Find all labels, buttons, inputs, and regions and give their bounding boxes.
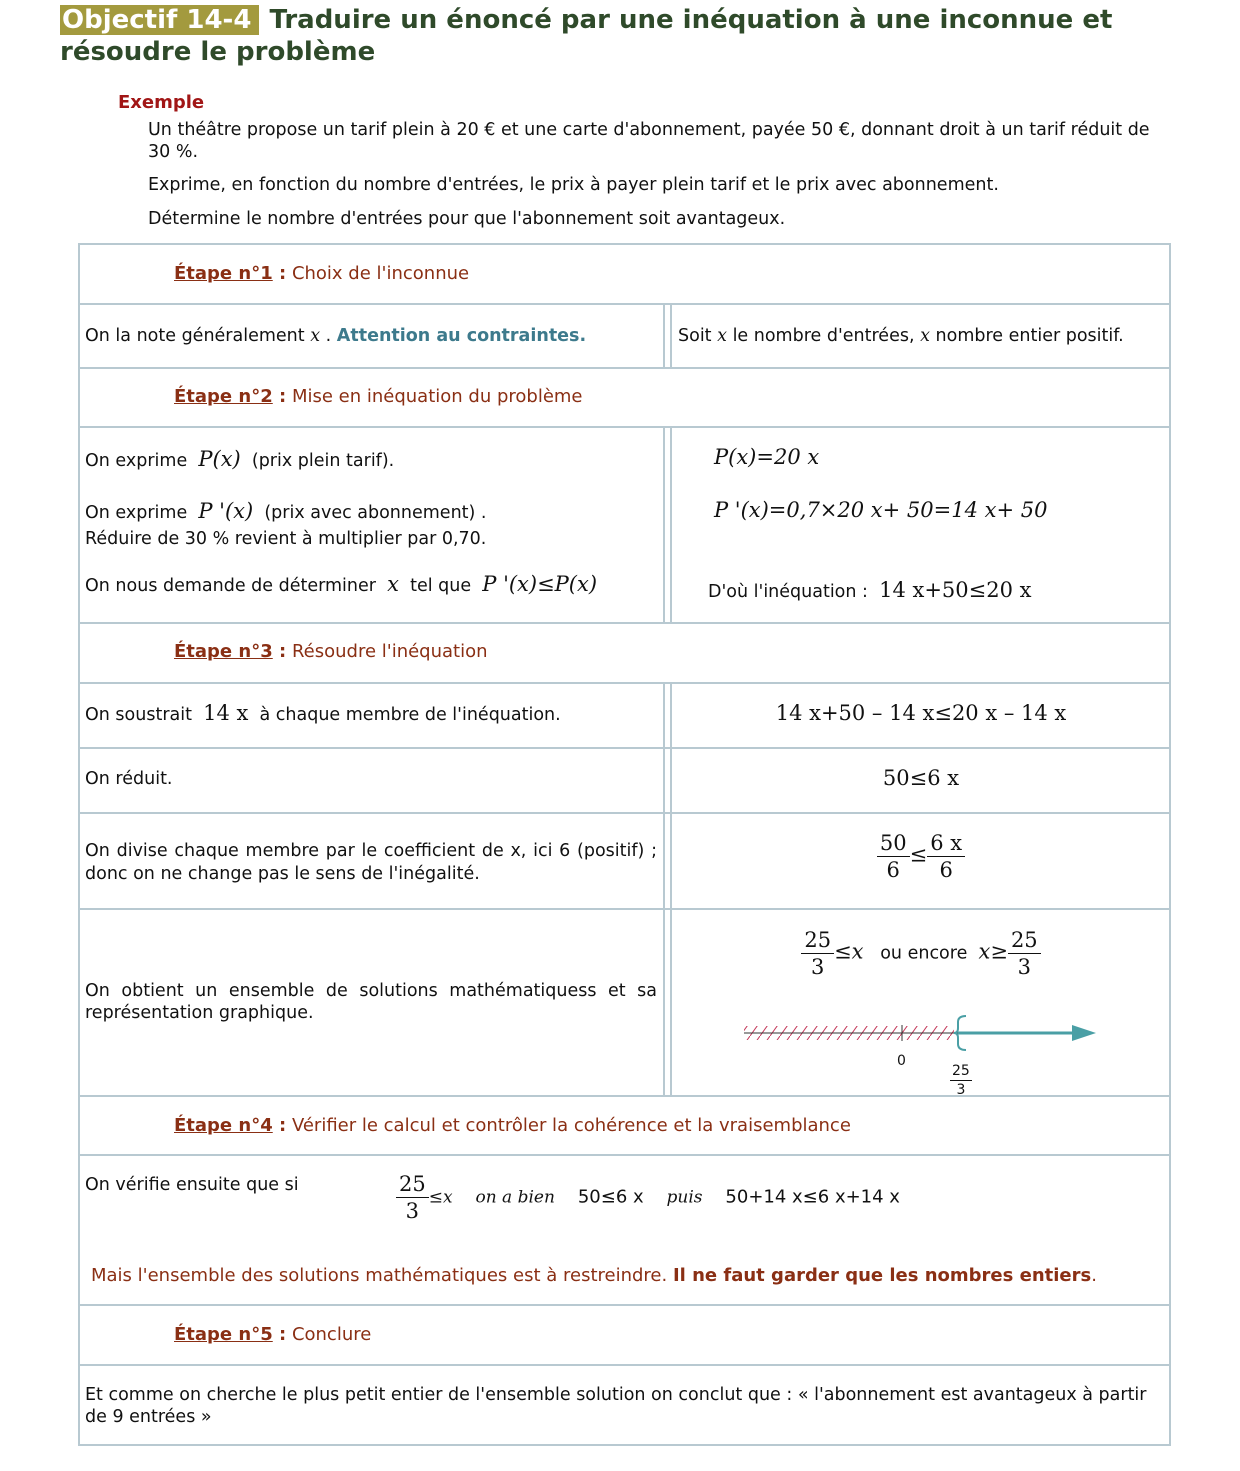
resulting-inequation: D'où l'inéquation : 14 x+50≤20 x (708, 578, 1032, 602)
row-divider (80, 1154, 1169, 1156)
arrow-head (1072, 1025, 1096, 1041)
column-divider (663, 303, 672, 367)
conclusion-text: Et comme on cherche le plus petit entier de l'ensemble solution on conclut que : « l'abonnement est avantageux à partir de 9 entrées » (85, 1385, 1147, 1427)
full-price-formula: P(x)=20 x (714, 445, 820, 469)
zero-label: 0 (897, 1053, 906, 1069)
example-paragraph-3: Détermine le nombre d'entrées pour que l'abonnement soit avantageux. (148, 209, 786, 229)
row-divider (80, 367, 1169, 369)
subtract-step-formula: 14 x+50 – 14 x≤20 x – 14 x (775, 701, 1067, 725)
unknown-choice-left: On la note généralement x . Attention au contraintes. (85, 326, 587, 346)
step-4-heading: Étape n°4 : Vérifier le calcul et contrôler la cohérence et la vraisemblance (174, 1115, 851, 1136)
page-title (60, 4, 1210, 68)
restriction-note: Mais l'ensemble des solutions mathématiques est à restreindre. Il ne faut garder que les nombres entiers. (91, 1265, 1097, 1286)
inequation-request: On nous demande de déterminer x tel que P '(x)≤P(x) (85, 572, 598, 596)
verify-text: On vérifie ensuite que si (85, 1175, 299, 1195)
example-paragraph-2: Exprime, en fonction du nombre d'entrées, le prix à payer plein tarif et le prix avec abonnement. (148, 175, 999, 195)
row-divider (80, 682, 1169, 684)
title-text: Traduire un énoncé par une inéquation à une inconnue et résoudre le problème (60, 5, 1113, 67)
divide-step-text: On divise chaque membre par le coefficient de x, ici 6 (positif) ; donc on ne change pas le sens de l'inégalité. (85, 841, 657, 884)
reduce-step-text: On réduit. (85, 769, 173, 789)
solution-table (78, 243, 1171, 1446)
step-1-heading: Étape n°1 : Choix de l'inconnue (174, 263, 470, 284)
step-5-heading: Étape n°5 : Conclure (174, 1324, 372, 1345)
unknown-choice-right: Soit x le nombre d'entrées, x nombre entier positif. (678, 326, 1124, 346)
subtract-step-text: On soustrait 14 x à chaque membre de l'inéquation. (85, 701, 561, 725)
reduce-step-formula: 50≤6 x (882, 766, 960, 790)
subscription-price-formula: P '(x)=0,7×20 x+ 50=14 x+ 50 (714, 498, 1048, 522)
row-divider (80, 303, 1169, 305)
step-3-heading: Étape n°3 : Résoudre l'inéquation (174, 641, 488, 662)
express-subscription-price: On exprime P '(x) (prix avec abonnement) . (85, 499, 487, 523)
step-2-heading: Étape n°2 : Mise en inéquation du problème (174, 386, 583, 407)
reduction-note: Réduire de 30 % revient à multiplier par 0,70. (85, 529, 487, 549)
solution-set-formula: $\frac{25}{3}$ ≤x ou encore x≥ $\frac{25}{3}$ (672, 927, 1170, 980)
verify-formula: $\frac{25}{3}$ ≤x on a bien 50≤6 x puis 50+14 x≤6 x+14 x (396, 1171, 900, 1224)
row-divider (80, 1364, 1169, 1366)
example-label: Exemple (118, 92, 205, 113)
example-paragraph-1: Un théâtre propose un tarif plein à 20 € et une carte d'abonnement, payée 50 €, donnant droit à un tarif réduit de 30 %. (148, 120, 1150, 162)
row-divider (80, 1304, 1169, 1306)
number-line (740, 1008, 1110, 1083)
row-divider (80, 747, 1169, 749)
row-divider (80, 622, 1169, 624)
row-divider (80, 1095, 1169, 1097)
objective-badge: Objectif 14-4 (60, 5, 259, 35)
row-divider (80, 426, 1169, 428)
divide-step-formula: $\frac{50}{6}$ ≤ $\frac{6 x}{6}$ (672, 830, 1170, 883)
bound-label: 25 3 (952, 1063, 970, 1098)
column-divider (663, 682, 672, 1095)
express-full-price: On exprime P(x) (prix plein tarif). (85, 447, 395, 471)
row-divider (80, 908, 1169, 910)
row-divider (80, 812, 1169, 814)
column-divider (663, 426, 672, 622)
solution-set-text: On obtient un ensemble de solutions mathématiquess et sa représentation graphique. (85, 981, 657, 1023)
